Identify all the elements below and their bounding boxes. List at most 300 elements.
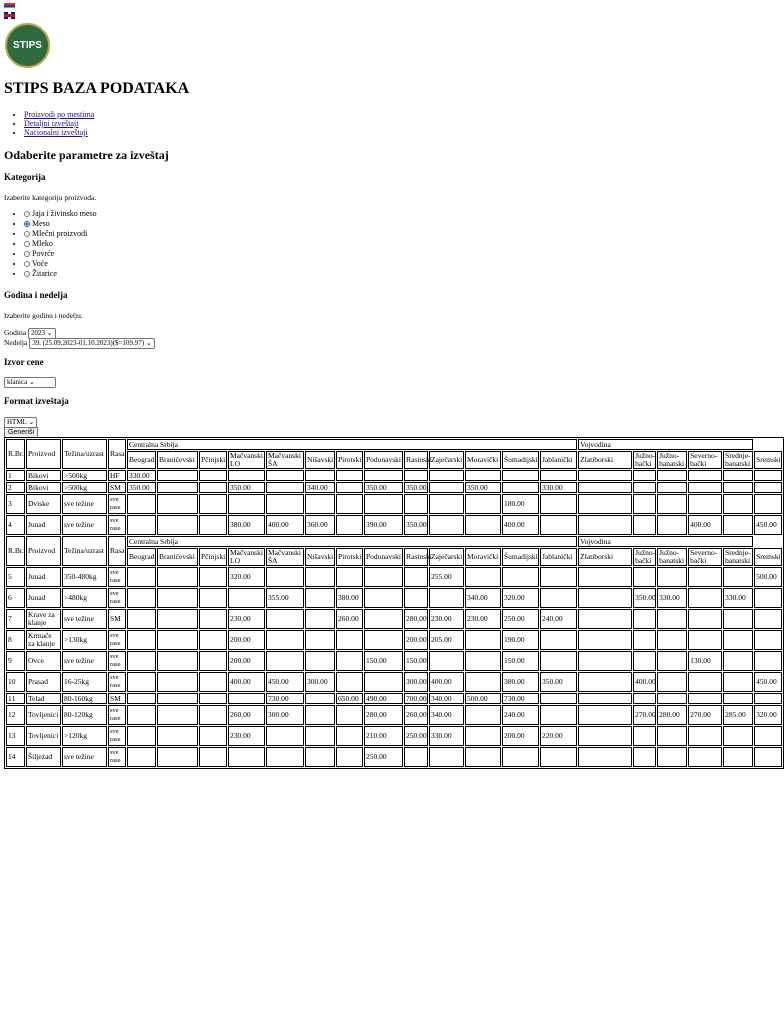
price-cell [657, 630, 687, 650]
breed-cell: sve rase [108, 630, 126, 650]
price-cell: 300.00 [305, 672, 335, 692]
price-cell: 190.00 [502, 630, 539, 650]
price-cell [633, 747, 656, 767]
price-cell [657, 482, 687, 493]
region-header: Severno-bački [688, 451, 722, 469]
price-cell [429, 588, 464, 608]
price-cell: 350.00 [228, 482, 265, 493]
price-cell [502, 747, 539, 767]
price-cell [723, 726, 753, 746]
price-cell: 330.00 [429, 726, 464, 746]
category-radio[interactable] [24, 251, 30, 257]
price-cell: 130.00 [688, 651, 722, 671]
category-option [24, 249, 97, 259]
price-cell: 450.00 [754, 672, 782, 692]
price-cell [157, 588, 198, 608]
price-cell [754, 726, 782, 746]
category-radio[interactable] [24, 221, 30, 227]
price-cell [633, 482, 656, 493]
price-cell [578, 651, 632, 671]
product-cell: Krave za klanje [26, 609, 61, 629]
price-cell [199, 494, 227, 514]
price-cell [754, 651, 782, 671]
week-row [4, 338, 155, 349]
price-cell: 150.00 [404, 651, 428, 671]
breed-cell: SM [108, 482, 126, 493]
price-cell: 230.00 [429, 609, 464, 629]
price-cell: 200.00 [228, 651, 265, 671]
price-cell: 280.00 [364, 705, 403, 725]
region-header: Beograd [127, 451, 156, 469]
price-cell: 200.00 [404, 630, 428, 650]
table-group-header-row [6, 439, 782, 450]
weight-cell: 16-25kg [62, 672, 107, 692]
price-cell: 650.00 [336, 693, 363, 704]
region-header: Južno-bački [635, 451, 656, 468]
price-cell [540, 693, 577, 704]
price-cell [305, 693, 335, 704]
price-cell [688, 482, 722, 493]
generate-button[interactable]: Generiši [4, 427, 38, 438]
price-cell: 260.00 [404, 705, 428, 725]
table-row [6, 630, 782, 650]
price-cell [754, 693, 782, 704]
breed-cell: SM [108, 693, 126, 704]
weight-cell: sve težine [62, 515, 107, 535]
price-cell [336, 705, 363, 725]
row-number: 5 [6, 567, 25, 587]
column-header: R.Br. [6, 439, 25, 469]
breed-cell: sve rase [108, 672, 126, 692]
price-cell [199, 693, 227, 704]
category-hint: Izaberite kategoriju proizvoda. [4, 193, 97, 202]
category-option-label: Žitarice [32, 269, 57, 278]
price-cell [199, 588, 227, 608]
row-number: 1 [6, 470, 25, 481]
price-cell [502, 567, 539, 587]
price-cell [305, 630, 335, 650]
price-cell [657, 651, 687, 671]
product-cell: Ovce [26, 651, 61, 671]
row-number: 8 [6, 630, 25, 650]
price-cell [540, 515, 577, 535]
region-header: Južno-banatski [657, 548, 687, 566]
column-header: Težina/uzrast [62, 536, 107, 566]
table-row [6, 651, 782, 671]
price-cell [157, 672, 198, 692]
price-cell: 230.00 [228, 609, 265, 629]
price-cell [336, 567, 363, 587]
report-table [4, 437, 784, 769]
region-header: Srednje-banatski [723, 548, 753, 566]
price-cell [404, 470, 428, 481]
price-cell [199, 567, 227, 587]
price-cell [336, 482, 363, 493]
category-radio[interactable] [24, 241, 30, 247]
price-cell [336, 651, 363, 671]
price-cell [266, 494, 304, 514]
price-cell [364, 494, 403, 514]
price-cell [657, 567, 687, 587]
table-row [6, 672, 782, 692]
price-source-select[interactable]: klanica ⌄ [4, 377, 56, 388]
table-row [6, 705, 782, 725]
price-cell: 285.00 [723, 705, 753, 725]
price-cell [657, 693, 687, 704]
price-cell: 150.00 [364, 651, 403, 671]
price-cell [127, 609, 156, 629]
price-cell: 490.00 [364, 693, 403, 704]
price-cell [465, 494, 501, 514]
price-cell [199, 609, 227, 629]
price-cell [578, 672, 632, 692]
price-cell [633, 726, 656, 746]
price-cell [157, 630, 198, 650]
price-cell [127, 747, 156, 767]
weight-cell: sve težine [62, 494, 107, 514]
breed-cell: sve rase [108, 515, 126, 535]
price-cell: 350.00 [127, 482, 156, 493]
price-cell: 400.00 [688, 515, 722, 535]
region-header: Pirotski [336, 451, 363, 469]
price-cell [578, 588, 632, 608]
weight-cell: sve težine [62, 651, 107, 671]
price-cell [578, 482, 632, 493]
region-group-header: Vojvodina [578, 536, 753, 547]
price-cell [657, 672, 687, 692]
serbian-flag-icon[interactable] [4, 3, 15, 10]
product-cell: Šiljeżad [26, 747, 61, 767]
column-header: R.Br. [6, 536, 25, 566]
region-header: Sremski [754, 548, 782, 566]
category-option [24, 239, 97, 249]
price-cell [429, 470, 464, 481]
product-cell: Tovljenici [26, 705, 61, 725]
price-cell: 240.00 [502, 705, 539, 725]
price-cell: 350.00 [404, 515, 428, 535]
row-number: 13 [6, 726, 25, 746]
row-number: 2 [6, 482, 25, 493]
price-cell [429, 747, 464, 767]
price-cell [633, 494, 656, 514]
price-cell [364, 588, 403, 608]
row-number: 4 [6, 515, 25, 535]
product-cell: Prasad [26, 672, 61, 692]
weight-cell: >500kg [62, 482, 107, 493]
region-group-header: Vojvodina [578, 439, 753, 450]
category-radio[interactable] [24, 231, 30, 237]
price-cell [404, 494, 428, 514]
price-cell [199, 470, 227, 481]
price-cell [688, 672, 722, 692]
price-cell [127, 494, 156, 514]
price-cell [429, 482, 464, 493]
category-radio[interactable] [24, 261, 30, 267]
price-cell: 320.00 [754, 705, 782, 725]
region-header: Podunavski [364, 451, 403, 469]
week-select[interactable]: 39. (25.09.2023-01.10.2023)($=109.97) ⌄ [29, 338, 154, 349]
price-cell [266, 630, 304, 650]
price-cell: 355.00 [266, 588, 304, 608]
price-cell [404, 588, 428, 608]
price-cell [540, 567, 577, 587]
uk-flag-icon[interactable] [4, 12, 15, 19]
price-cell [633, 567, 656, 587]
period-hint: Izaberite godinu i nedelju. [4, 311, 83, 320]
price-cell: 210.00 [364, 726, 403, 746]
price-cell [199, 726, 227, 746]
product-cell: Bikovi [26, 482, 61, 493]
category-radio[interactable] [24, 211, 30, 217]
product-cell: Junad [26, 588, 61, 608]
year-select[interactable]: 2023 ⌄ [28, 328, 56, 339]
price-source-heading: Izvor cene [4, 357, 44, 367]
price-cell [578, 470, 632, 481]
price-cell [723, 515, 753, 535]
price-cell [723, 747, 753, 767]
price-cell: 270.00 [688, 705, 722, 725]
region-header: Zaječarski [429, 451, 464, 469]
price-cell [404, 747, 428, 767]
price-cell [199, 482, 227, 493]
table-row [6, 494, 782, 514]
format-select[interactable]: HTML ⌄ [4, 417, 37, 428]
price-cell [754, 470, 782, 481]
price-cell [502, 482, 539, 493]
price-cell [157, 609, 198, 629]
breed-cell: sve rase [108, 651, 126, 671]
region-header: Zlatiborski [578, 451, 632, 469]
price-cell [657, 726, 687, 746]
table-row [6, 609, 782, 629]
weight-cell: >120kg [62, 726, 107, 746]
price-cell: 280.00 [404, 609, 428, 629]
category-radio[interactable] [24, 271, 30, 277]
region-header: Mačvanski LO [228, 451, 265, 469]
price-cell: 300.00 [266, 705, 304, 725]
price-cell [540, 705, 577, 725]
price-cell [754, 588, 782, 608]
price-cell [465, 651, 501, 671]
category-options [10, 209, 97, 279]
price-cell [688, 747, 722, 767]
price-cell [266, 726, 304, 746]
nav-link-detailed-reports[interactable]: Detaljni izveštaji [24, 119, 79, 128]
region-header: Braničevski [157, 548, 198, 566]
region-header: Jablanički [540, 548, 577, 566]
price-cell [657, 470, 687, 481]
column-header: Rasa [108, 439, 126, 469]
price-cell [364, 672, 403, 692]
price-cell: 270.00 [633, 705, 656, 725]
nav-item [24, 110, 94, 119]
region-header: Južno-banatski [657, 451, 687, 469]
price-cell: 230.00 [228, 726, 265, 746]
price-cell [688, 470, 722, 481]
table-row [6, 515, 782, 535]
price-cell: 330.00 [657, 588, 687, 608]
product-cell: Tovljenici [26, 726, 61, 746]
price-cell [688, 609, 722, 629]
price-cell [540, 630, 577, 650]
table-row [6, 747, 782, 767]
weight-cell: 80-160kg [62, 693, 107, 704]
price-cell [429, 515, 464, 535]
region-header: Nišavski [305, 451, 335, 469]
stips-logo [5, 23, 50, 68]
price-cell: 240.00 [540, 609, 577, 629]
logo-text: STIPS [13, 40, 42, 51]
price-cell: 450.00 [266, 672, 304, 692]
price-cell [157, 693, 198, 704]
category-option [24, 259, 97, 269]
price-cell: 200.00 [228, 630, 265, 650]
price-cell [465, 672, 501, 692]
price-cell [754, 630, 782, 650]
price-cell [266, 609, 304, 629]
row-number: 3 [6, 494, 25, 514]
price-cell: 360.00 [305, 515, 335, 535]
price-cell [199, 705, 227, 725]
price-cell [127, 693, 156, 704]
breed-cell: HF [108, 470, 126, 481]
price-cell: 350.00 [540, 672, 577, 692]
price-cell [305, 470, 335, 481]
price-cell [465, 747, 501, 767]
price-cell [336, 726, 363, 746]
price-cell [657, 515, 687, 535]
region-header: Beograd [127, 548, 156, 566]
price-cell [127, 705, 156, 725]
nav-link-national-reports[interactable]: Nacionalni izveštaji [24, 128, 88, 137]
price-cell [429, 494, 464, 514]
price-cell: 320.00 [502, 588, 539, 608]
nav-link-products-by-place[interactable]: Proizvodi po mestima [24, 110, 95, 119]
price-cell: 500.00 [754, 567, 782, 587]
breed-cell: sve rase [108, 705, 126, 725]
price-cell [540, 651, 577, 671]
price-cell [688, 726, 722, 746]
price-cell: 400.00 [502, 515, 539, 535]
price-cell [305, 494, 335, 514]
price-cell: 450.00 [754, 515, 782, 535]
category-option-label: Jaja i živinsko meso [32, 209, 97, 218]
price-cell [633, 693, 656, 704]
region-header: Moravički [465, 548, 501, 566]
price-cell [199, 747, 227, 767]
price-cell [364, 567, 403, 587]
price-cell [157, 747, 198, 767]
price-cell: 260.00 [336, 609, 363, 629]
region-header: Rasinski [404, 548, 428, 566]
price-cell [336, 630, 363, 650]
price-cell [266, 567, 304, 587]
price-cell: 180.00 [502, 494, 539, 514]
price-cell [754, 494, 782, 514]
price-cell: 255.00 [429, 567, 464, 587]
price-cell [157, 726, 198, 746]
region-header: Pčinjski [199, 548, 227, 566]
price-source-row [4, 377, 56, 388]
breed-cell: sve rase [108, 588, 126, 608]
main-nav [10, 110, 94, 137]
region-header: Jablanički [540, 451, 577, 469]
row-number: 9 [6, 651, 25, 671]
price-cell [157, 651, 198, 671]
price-cell [228, 470, 265, 481]
price-cell [127, 588, 156, 608]
price-cell [199, 672, 227, 692]
region-header: Moravički [465, 451, 501, 469]
column-header: Proizvod [26, 439, 61, 469]
price-cell [336, 672, 363, 692]
region-header: Mačvanski ŠA [266, 548, 304, 566]
price-cell: 380.00 [502, 672, 539, 692]
price-cell [127, 651, 156, 671]
price-cell [723, 567, 753, 587]
price-cell [336, 494, 363, 514]
row-number: 11 [6, 693, 25, 704]
price-cell [578, 609, 632, 629]
price-cell [688, 494, 722, 514]
year-label: Godina [4, 328, 27, 337]
region-header: Mačvanski LO [228, 548, 265, 566]
product-cell: Junad [26, 515, 61, 535]
price-cell [754, 482, 782, 493]
price-cell [540, 747, 577, 767]
price-cell: 200.00 [502, 726, 539, 746]
price-cell: 730.00 [502, 693, 539, 704]
price-cell [127, 515, 156, 535]
price-cell [578, 747, 632, 767]
product-cell: Dviske [26, 494, 61, 514]
price-cell [157, 515, 198, 535]
price-cell [633, 609, 656, 629]
category-option [24, 219, 97, 229]
week-label: Nedelja [4, 338, 28, 347]
price-cell [657, 747, 687, 767]
breed-cell: sve rase [108, 494, 126, 514]
price-cell: 390.00 [364, 515, 403, 535]
region-header: Šumadijski [502, 548, 539, 566]
price-cell: 150.00 [502, 651, 539, 671]
price-cell [633, 630, 656, 650]
format-heading: Format izveštaja [4, 396, 69, 406]
price-cell [540, 588, 577, 608]
weight-cell: 350-480kg [62, 567, 107, 587]
price-cell [502, 470, 539, 481]
product-cell: Junad [26, 567, 61, 587]
breed-cell: sve rase [108, 747, 126, 767]
price-cell: 340.00 [305, 482, 335, 493]
language-switcher [4, 3, 15, 21]
table-row [6, 588, 782, 608]
price-cell [465, 567, 501, 587]
region-header: Mačvanski ŠA [266, 451, 304, 469]
column-header: Proizvod [26, 536, 61, 566]
price-cell [657, 494, 687, 514]
price-cell [465, 726, 501, 746]
price-cell: 250.00 [404, 726, 428, 746]
breed-cell: SM [108, 609, 126, 629]
price-cell [336, 747, 363, 767]
price-cell: 205.00 [429, 630, 464, 650]
price-cell [578, 693, 632, 704]
price-cell [266, 747, 304, 767]
weight-cell: 80-120kg [62, 705, 107, 725]
table-group-header-row [6, 536, 782, 547]
category-option [24, 209, 97, 219]
